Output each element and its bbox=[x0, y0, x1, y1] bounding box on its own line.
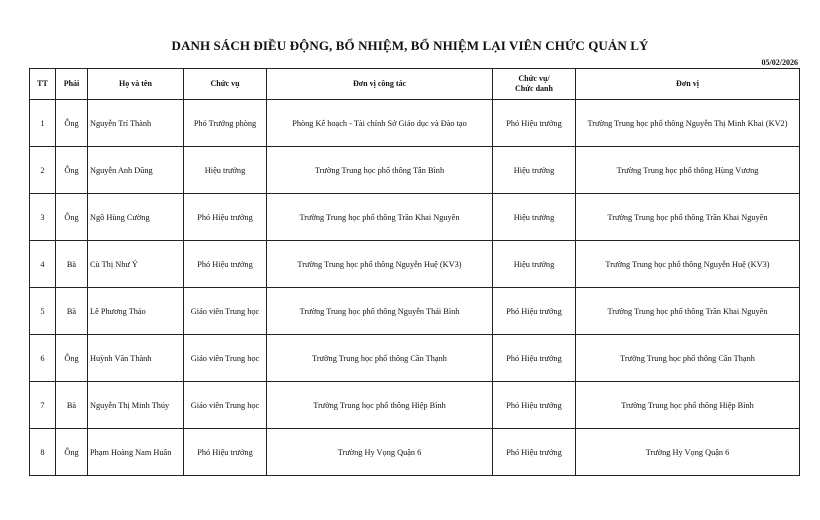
table-row bbox=[30, 194, 800, 241]
cell-don-vi-cong-tac: Trường Trung học phổ thông Nguyễn Huệ (KV3) bbox=[267, 241, 493, 288]
cell-chuc-vu: Giáo viên Trung học bbox=[184, 382, 267, 429]
cell-don-vi-cong-tac: Trường Trung học phổ thông Tân Bình bbox=[267, 147, 493, 194]
table-row bbox=[30, 382, 800, 429]
cell-tt: 2 bbox=[30, 147, 56, 194]
cell-tt: 4 bbox=[30, 241, 56, 288]
cell-ho-ten: Cù Thị Như Ý bbox=[88, 241, 184, 288]
header-chuc-vu: Chức vụ bbox=[184, 69, 267, 100]
cell-ho-ten: Lê Phương Thảo bbox=[88, 288, 184, 335]
cell-ho-ten: Nguyễn Trí Thành bbox=[88, 100, 184, 147]
cell-chuc-vu: Giáo viên Trung học bbox=[184, 335, 267, 382]
cell-don-vi: Trường Trung học phổ thông Hiệp Bình bbox=[576, 382, 800, 429]
cell-phai: Ông bbox=[56, 194, 88, 241]
cell-don-vi-cong-tac: Trường Trung học phổ thông Nguyễn Thái Bình bbox=[267, 288, 493, 335]
cell-don-vi-cong-tac: Trường Trung học phổ thông Cần Thạnh bbox=[267, 335, 493, 382]
page-title: DANH SÁCH ĐIỀU ĐỘNG, BỔ NHIỆM, BỔ NHIỆM LẠI VIÊN CHỨC QUẢN LÝ bbox=[171, 38, 649, 53]
table-header-row bbox=[30, 69, 800, 100]
cell-phai: Bà bbox=[56, 288, 88, 335]
cell-chuc-vu: Phó Hiệu trưởng bbox=[184, 429, 267, 476]
cell-ho-ten: Phạm Hoàng Nam Huân bbox=[88, 429, 184, 476]
cell-don-vi: Trường Trung học phổ thông Nguyễn Thị Minh Khai (KV2) bbox=[576, 100, 800, 147]
cell-phai: Bà bbox=[56, 241, 88, 288]
cell-chuc-vu-chuc-danh: Phó Hiệu trưởng bbox=[493, 429, 576, 476]
cell-ho-ten: Nguyễn Thị Minh Thúy bbox=[88, 382, 184, 429]
cell-chuc-vu-chuc-danh: Phó Hiệu trưởng bbox=[493, 335, 576, 382]
cell-tt: 8 bbox=[30, 429, 56, 476]
cell-chuc-vu-chuc-danh: Hiệu trưởng bbox=[493, 194, 576, 241]
cell-don-vi: Trường Trung học phổ thông Hùng Vương bbox=[576, 147, 800, 194]
table-row bbox=[30, 288, 800, 335]
cell-tt: 7 bbox=[30, 382, 56, 429]
table-row bbox=[30, 100, 800, 147]
cell-don-vi: Trường Trung học phổ thông Trần Khai Nguyên bbox=[576, 194, 800, 241]
cell-chuc-vu: Giáo viên Trung học bbox=[184, 288, 267, 335]
cell-tt: 1 bbox=[30, 100, 56, 147]
cell-don-vi-cong-tac: Trường Trung học phổ thông Trần Khai Nguyên bbox=[267, 194, 493, 241]
table-row bbox=[30, 241, 800, 288]
cell-chuc-vu: Phó Hiệu trưởng bbox=[184, 194, 267, 241]
cell-tt: 3 bbox=[30, 194, 56, 241]
cell-don-vi-cong-tac: Trường Trung học phổ thông Hiệp Bình bbox=[267, 382, 493, 429]
header-phai: Phái bbox=[56, 69, 88, 100]
cell-don-vi: Trường Trung học phổ thông Trần Khai Nguyên bbox=[576, 288, 800, 335]
cell-chuc-vu: Phó Trưởng phòng bbox=[184, 100, 267, 147]
cell-don-vi: Trường Trung học phổ thông Nguyễn Huệ (KV3) bbox=[576, 241, 800, 288]
cell-ho-ten: Nguyễn Anh Dũng bbox=[88, 147, 184, 194]
cell-don-vi: Trường Hy Vọng Quận 6 bbox=[576, 429, 800, 476]
cell-ho-ten: Huỳnh Văn Thành bbox=[88, 335, 184, 382]
cell-don-vi: Trường Trung học phổ thông Cần Thạnh bbox=[576, 335, 800, 382]
cell-chuc-vu-chuc-danh: Phó Hiệu trưởng bbox=[493, 100, 576, 147]
header-chuc-vu-chuc-danh-line1: Chức vụ/ bbox=[518, 73, 550, 83]
header-chuc-vu-chuc-danh-line2: Chức danh bbox=[515, 84, 553, 93]
table-row bbox=[30, 147, 800, 194]
table-row bbox=[30, 335, 800, 382]
cell-phai: Ông bbox=[56, 147, 88, 194]
cell-chuc-vu: Phó Hiệu trưởng bbox=[184, 241, 267, 288]
header-ho-ten: Họ và tên bbox=[88, 69, 184, 100]
appointment-table bbox=[29, 68, 800, 476]
cell-chuc-vu-chuc-danh: Hiệu trưởng bbox=[493, 241, 576, 288]
cell-chuc-vu-chuc-danh: Phó Hiệu trưởng bbox=[493, 382, 576, 429]
header-tt: TT bbox=[30, 69, 56, 100]
document-date: 05/02/2026 bbox=[761, 58, 798, 67]
header-chuc-vu-chuc-danh bbox=[493, 69, 576, 100]
cell-chuc-vu: Hiệu trưởng bbox=[184, 147, 267, 194]
cell-phai: Ông bbox=[56, 100, 88, 147]
cell-don-vi-cong-tac: Trường Hy Vọng Quận 6 bbox=[267, 429, 493, 476]
cell-chuc-vu-chuc-danh: Phó Hiệu trưởng bbox=[493, 288, 576, 335]
table-row bbox=[30, 429, 800, 476]
cell-ho-ten: Ngô Hùng Cường bbox=[88, 194, 184, 241]
cell-don-vi-cong-tac: Phòng Kế hoạch - Tài chính Sở Giáo dục và Đào tạo bbox=[267, 100, 493, 147]
cell-tt: 5 bbox=[30, 288, 56, 335]
cell-phai: Ông bbox=[56, 335, 88, 382]
header-don-vi: Đơn vị bbox=[576, 69, 800, 100]
cell-tt: 6 bbox=[30, 335, 56, 382]
cell-phai: Ông bbox=[56, 429, 88, 476]
cell-phai: Bà bbox=[56, 382, 88, 429]
cell-chuc-vu-chuc-danh: Hiệu trưởng bbox=[493, 147, 576, 194]
header-don-vi-cong-tac: Đơn vị công tác bbox=[267, 69, 493, 100]
